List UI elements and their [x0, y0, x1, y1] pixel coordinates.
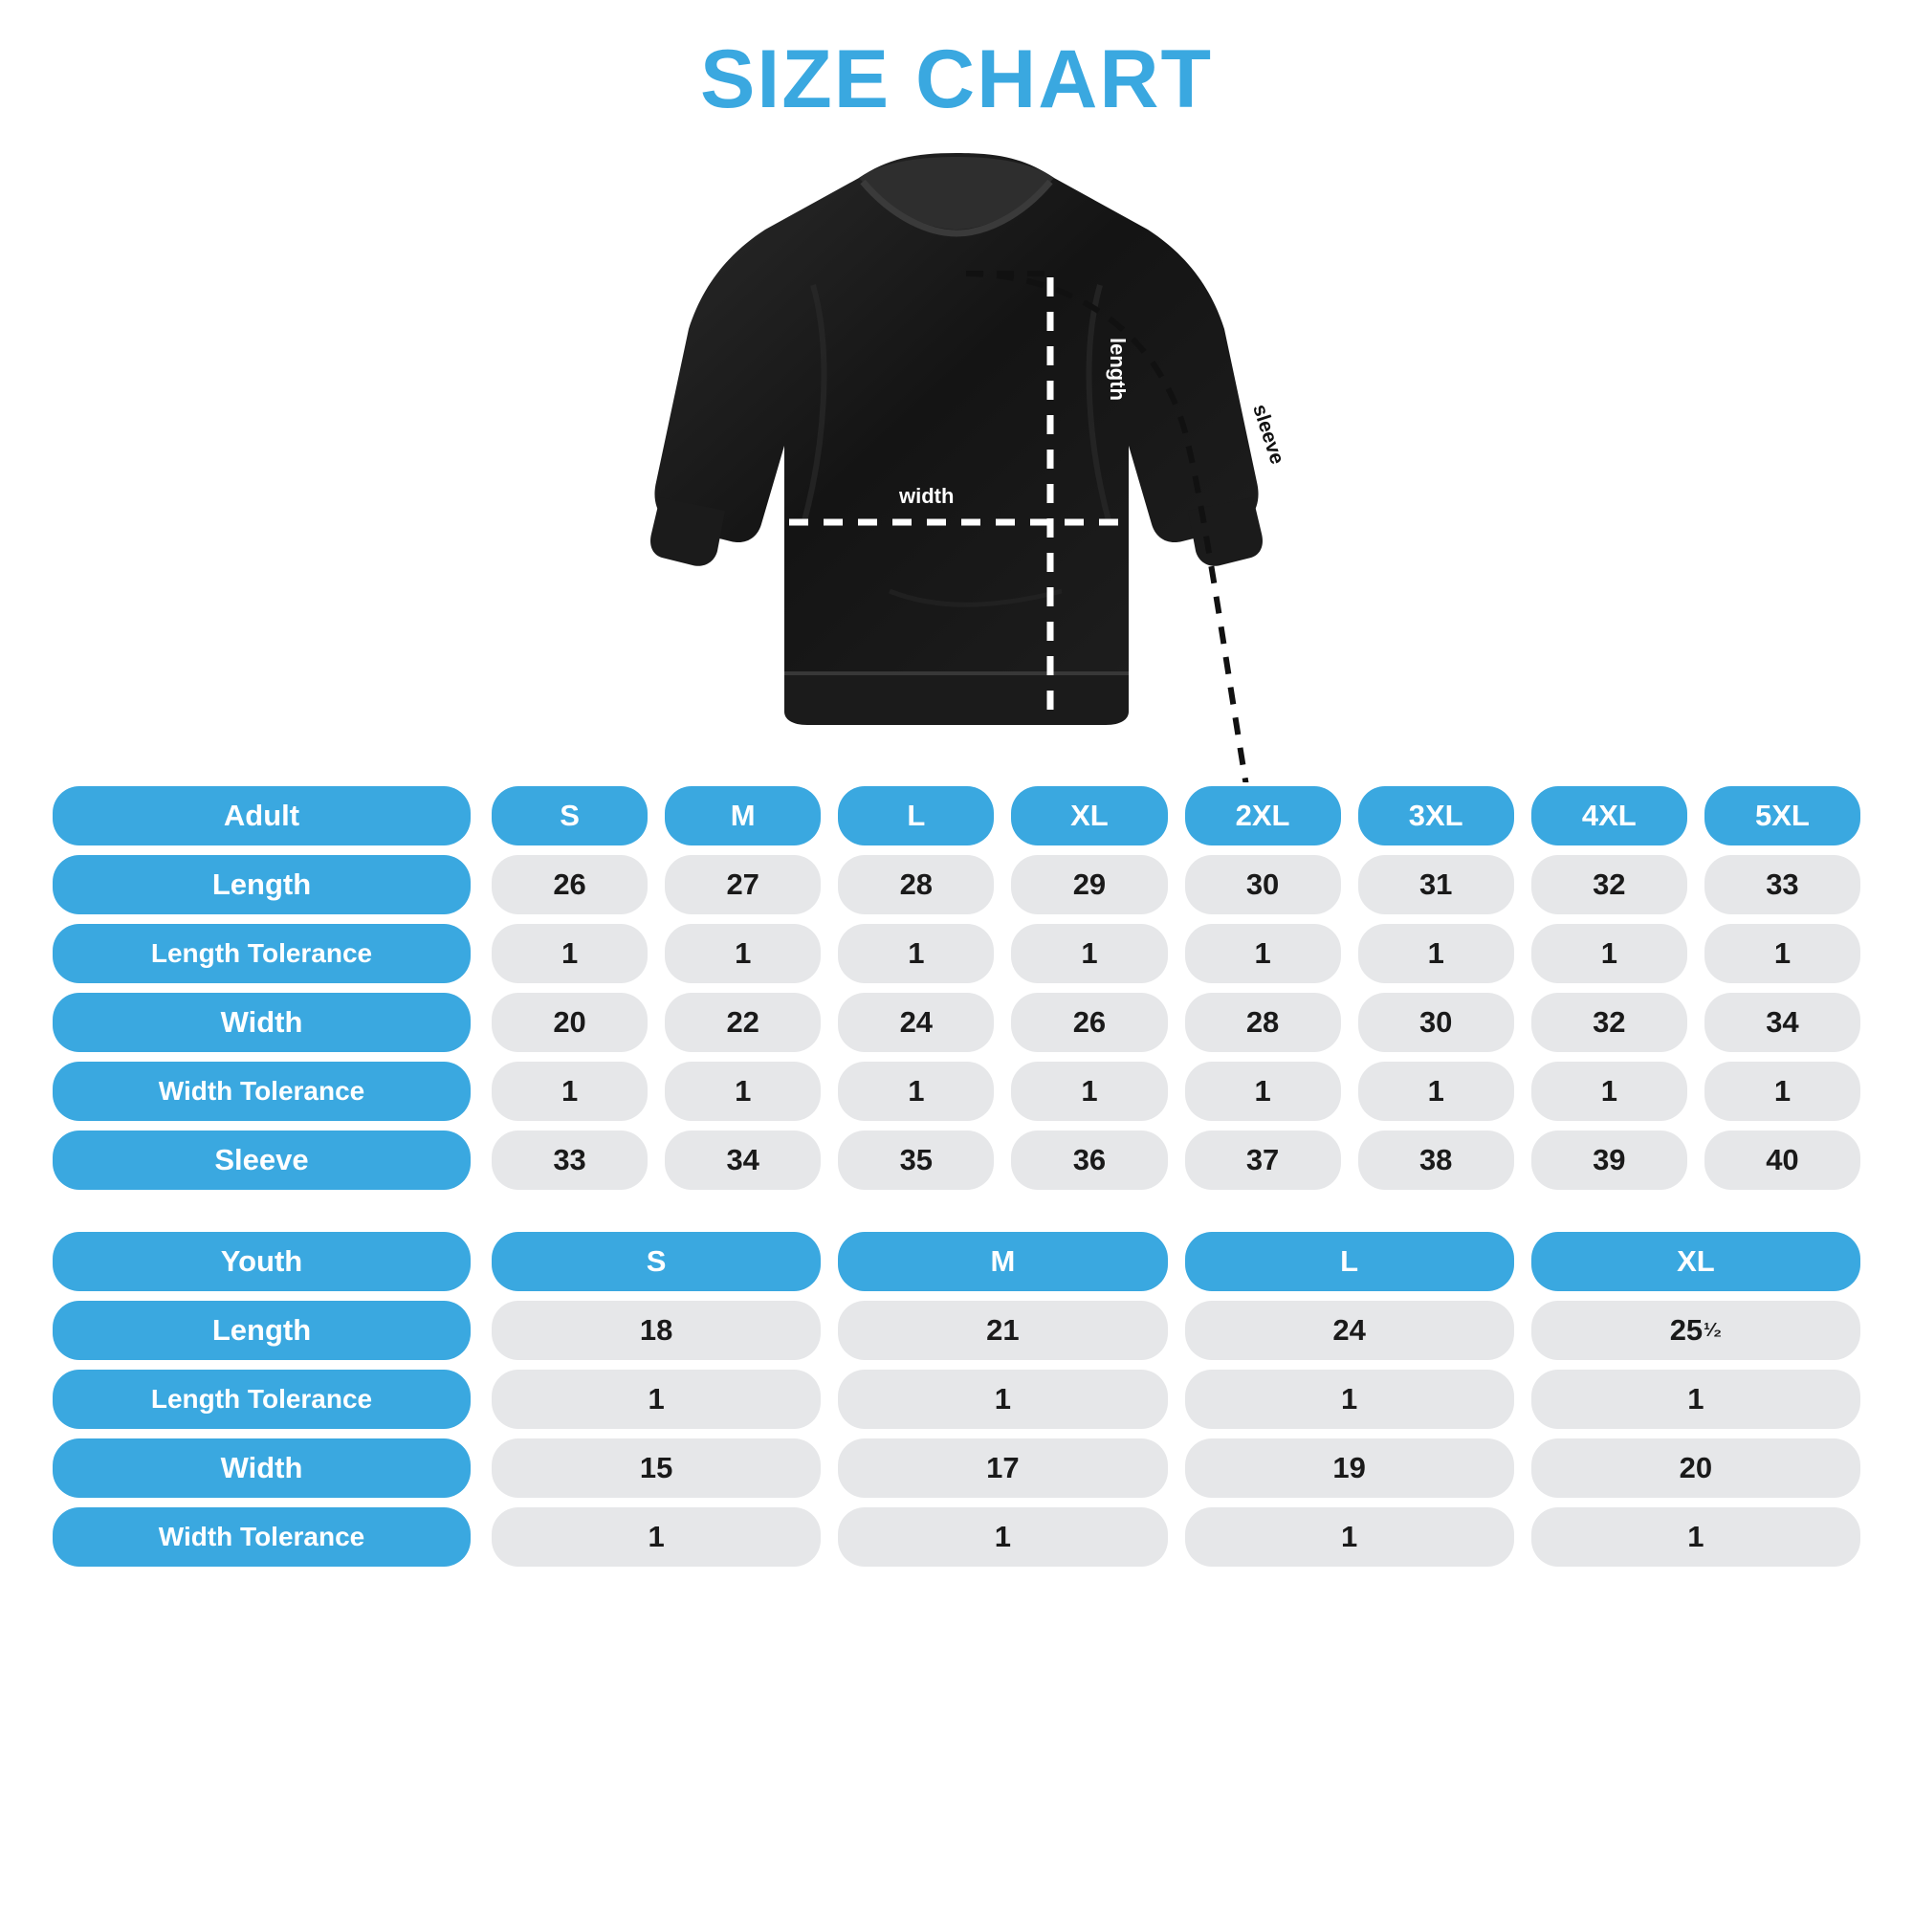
- table-cell: 1: [1704, 1062, 1860, 1121]
- table-cell: 1: [838, 1507, 1167, 1567]
- youth-size-header: L: [1185, 1232, 1514, 1291]
- table-cell: 26: [1011, 993, 1167, 1052]
- table-row: [53, 1131, 1860, 1190]
- table-cell: 30: [1358, 993, 1514, 1052]
- table-cell: 1: [838, 1370, 1167, 1429]
- table-cell: 1: [1011, 924, 1167, 983]
- table-row: [53, 1062, 1860, 1121]
- table-cell: 29: [1011, 855, 1167, 914]
- table-header-row: [53, 1232, 1860, 1291]
- row-label: Length Tolerance: [53, 924, 471, 983]
- row-label: Length Tolerance: [53, 1370, 471, 1429]
- adult-size-header: 2XL: [1185, 786, 1341, 845]
- table-cell: 1: [665, 924, 821, 983]
- table-cell: 21: [838, 1301, 1167, 1360]
- youth-header-label: Youth: [53, 1232, 471, 1291]
- table-row: [53, 1507, 1860, 1567]
- table-cell: 1: [1358, 1062, 1514, 1121]
- row-label: Width Tolerance: [53, 1507, 471, 1567]
- youth-size-header: M: [838, 1232, 1167, 1291]
- table-cell: 1: [838, 924, 994, 983]
- table-cell: 15: [492, 1438, 821, 1498]
- table-cell: 33: [492, 1131, 648, 1190]
- table-cell: 18: [492, 1301, 821, 1360]
- table-cell: 1: [1185, 1370, 1514, 1429]
- table-cell: 32: [1531, 993, 1687, 1052]
- row-label: Width: [53, 993, 471, 1052]
- youth-length-xl-value: 25: [1669, 1313, 1704, 1348]
- table-cell: 1: [1531, 1507, 1860, 1567]
- row-label: Length: [53, 1301, 471, 1360]
- width-dimension-label: width: [899, 484, 955, 509]
- table-row: [53, 1301, 1860, 1360]
- table-cell: 36: [1011, 1131, 1167, 1190]
- row-label: Width: [53, 1438, 471, 1498]
- table-row: [53, 855, 1860, 914]
- table-row: [53, 1438, 1860, 1498]
- table-cell: 19: [1185, 1438, 1514, 1498]
- table-row: [53, 993, 1860, 1052]
- table-cell: 35: [838, 1131, 994, 1190]
- table-cell: 40: [1704, 1131, 1860, 1190]
- adult-size-header: 4XL: [1531, 786, 1687, 845]
- table-cell: 38: [1358, 1131, 1514, 1190]
- adult-size-header: 3XL: [1358, 786, 1514, 845]
- page-title: SIZE CHART: [700, 33, 1213, 125]
- table-cell: 30: [1185, 855, 1341, 914]
- youth-size-header: S: [492, 1232, 821, 1291]
- table-row: [53, 924, 1860, 983]
- table-cell: 17: [838, 1438, 1167, 1498]
- youth-size-header: XL: [1531, 1232, 1860, 1291]
- table-cell: 1: [1185, 1062, 1341, 1121]
- table-cell: 1: [665, 1062, 821, 1121]
- table-header-row: [53, 786, 1860, 845]
- table-cell: 1: [1185, 1507, 1514, 1567]
- table-cell: 20: [1531, 1438, 1860, 1498]
- adult-header-label: Adult: [53, 786, 471, 845]
- table-cell: 28: [838, 855, 994, 914]
- table-cell: 1: [1531, 1062, 1687, 1121]
- length-dimension-label: length: [1106, 338, 1130, 402]
- size-chart-page: [0, 19, 1913, 1932]
- youth-size-table: [53, 1232, 1860, 1567]
- row-label: Length: [53, 855, 471, 914]
- table-cell: 1: [838, 1062, 994, 1121]
- fraction-one-half: ¹⁄₂: [1704, 1319, 1723, 1341]
- table-cell: 39: [1531, 1131, 1687, 1190]
- table-cell: 28: [1185, 993, 1341, 1052]
- adult-size-header: S: [492, 786, 648, 845]
- table-cell: [1531, 1301, 1860, 1360]
- table-cell: 24: [1185, 1301, 1514, 1360]
- table-cell: 34: [665, 1131, 821, 1190]
- table-cell: 1: [492, 1507, 821, 1567]
- table-cell: 31: [1358, 855, 1514, 914]
- adult-size-header: 5XL: [1704, 786, 1860, 845]
- adult-size-header: M: [665, 786, 821, 845]
- table-cell: 1: [1011, 1062, 1167, 1121]
- table-cell: 1: [1531, 1370, 1860, 1429]
- adult-size-header: L: [838, 786, 994, 845]
- row-label: Sleeve: [53, 1131, 471, 1190]
- adult-size-header: XL: [1011, 786, 1167, 845]
- table-cell: 34: [1704, 993, 1860, 1052]
- sleeve-dimension-label: sleeve: [1248, 402, 1288, 468]
- row-label: Width Tolerance: [53, 1062, 471, 1121]
- measurement-guides: [0, 132, 1913, 782]
- table-cell: 20: [492, 993, 648, 1052]
- adult-size-table: [53, 786, 1860, 1190]
- table-cell: 27: [665, 855, 821, 914]
- table-cell: 26: [492, 855, 648, 914]
- table-cell: 22: [665, 993, 821, 1052]
- table-cell: 1: [492, 1370, 821, 1429]
- table-cell: 1: [1704, 924, 1860, 983]
- table-cell: 37: [1185, 1131, 1341, 1190]
- table-cell: 1: [1358, 924, 1514, 983]
- table-cell: 1: [492, 1062, 648, 1121]
- table-cell: 1: [492, 924, 648, 983]
- table-cell: 1: [1531, 924, 1687, 983]
- table-cell: 33: [1704, 855, 1860, 914]
- garment-illustration: [53, 132, 1860, 782]
- table-row: [53, 1370, 1860, 1429]
- table-cell: 1: [1185, 924, 1341, 983]
- table-cell: 24: [838, 993, 994, 1052]
- table-cell: 32: [1531, 855, 1687, 914]
